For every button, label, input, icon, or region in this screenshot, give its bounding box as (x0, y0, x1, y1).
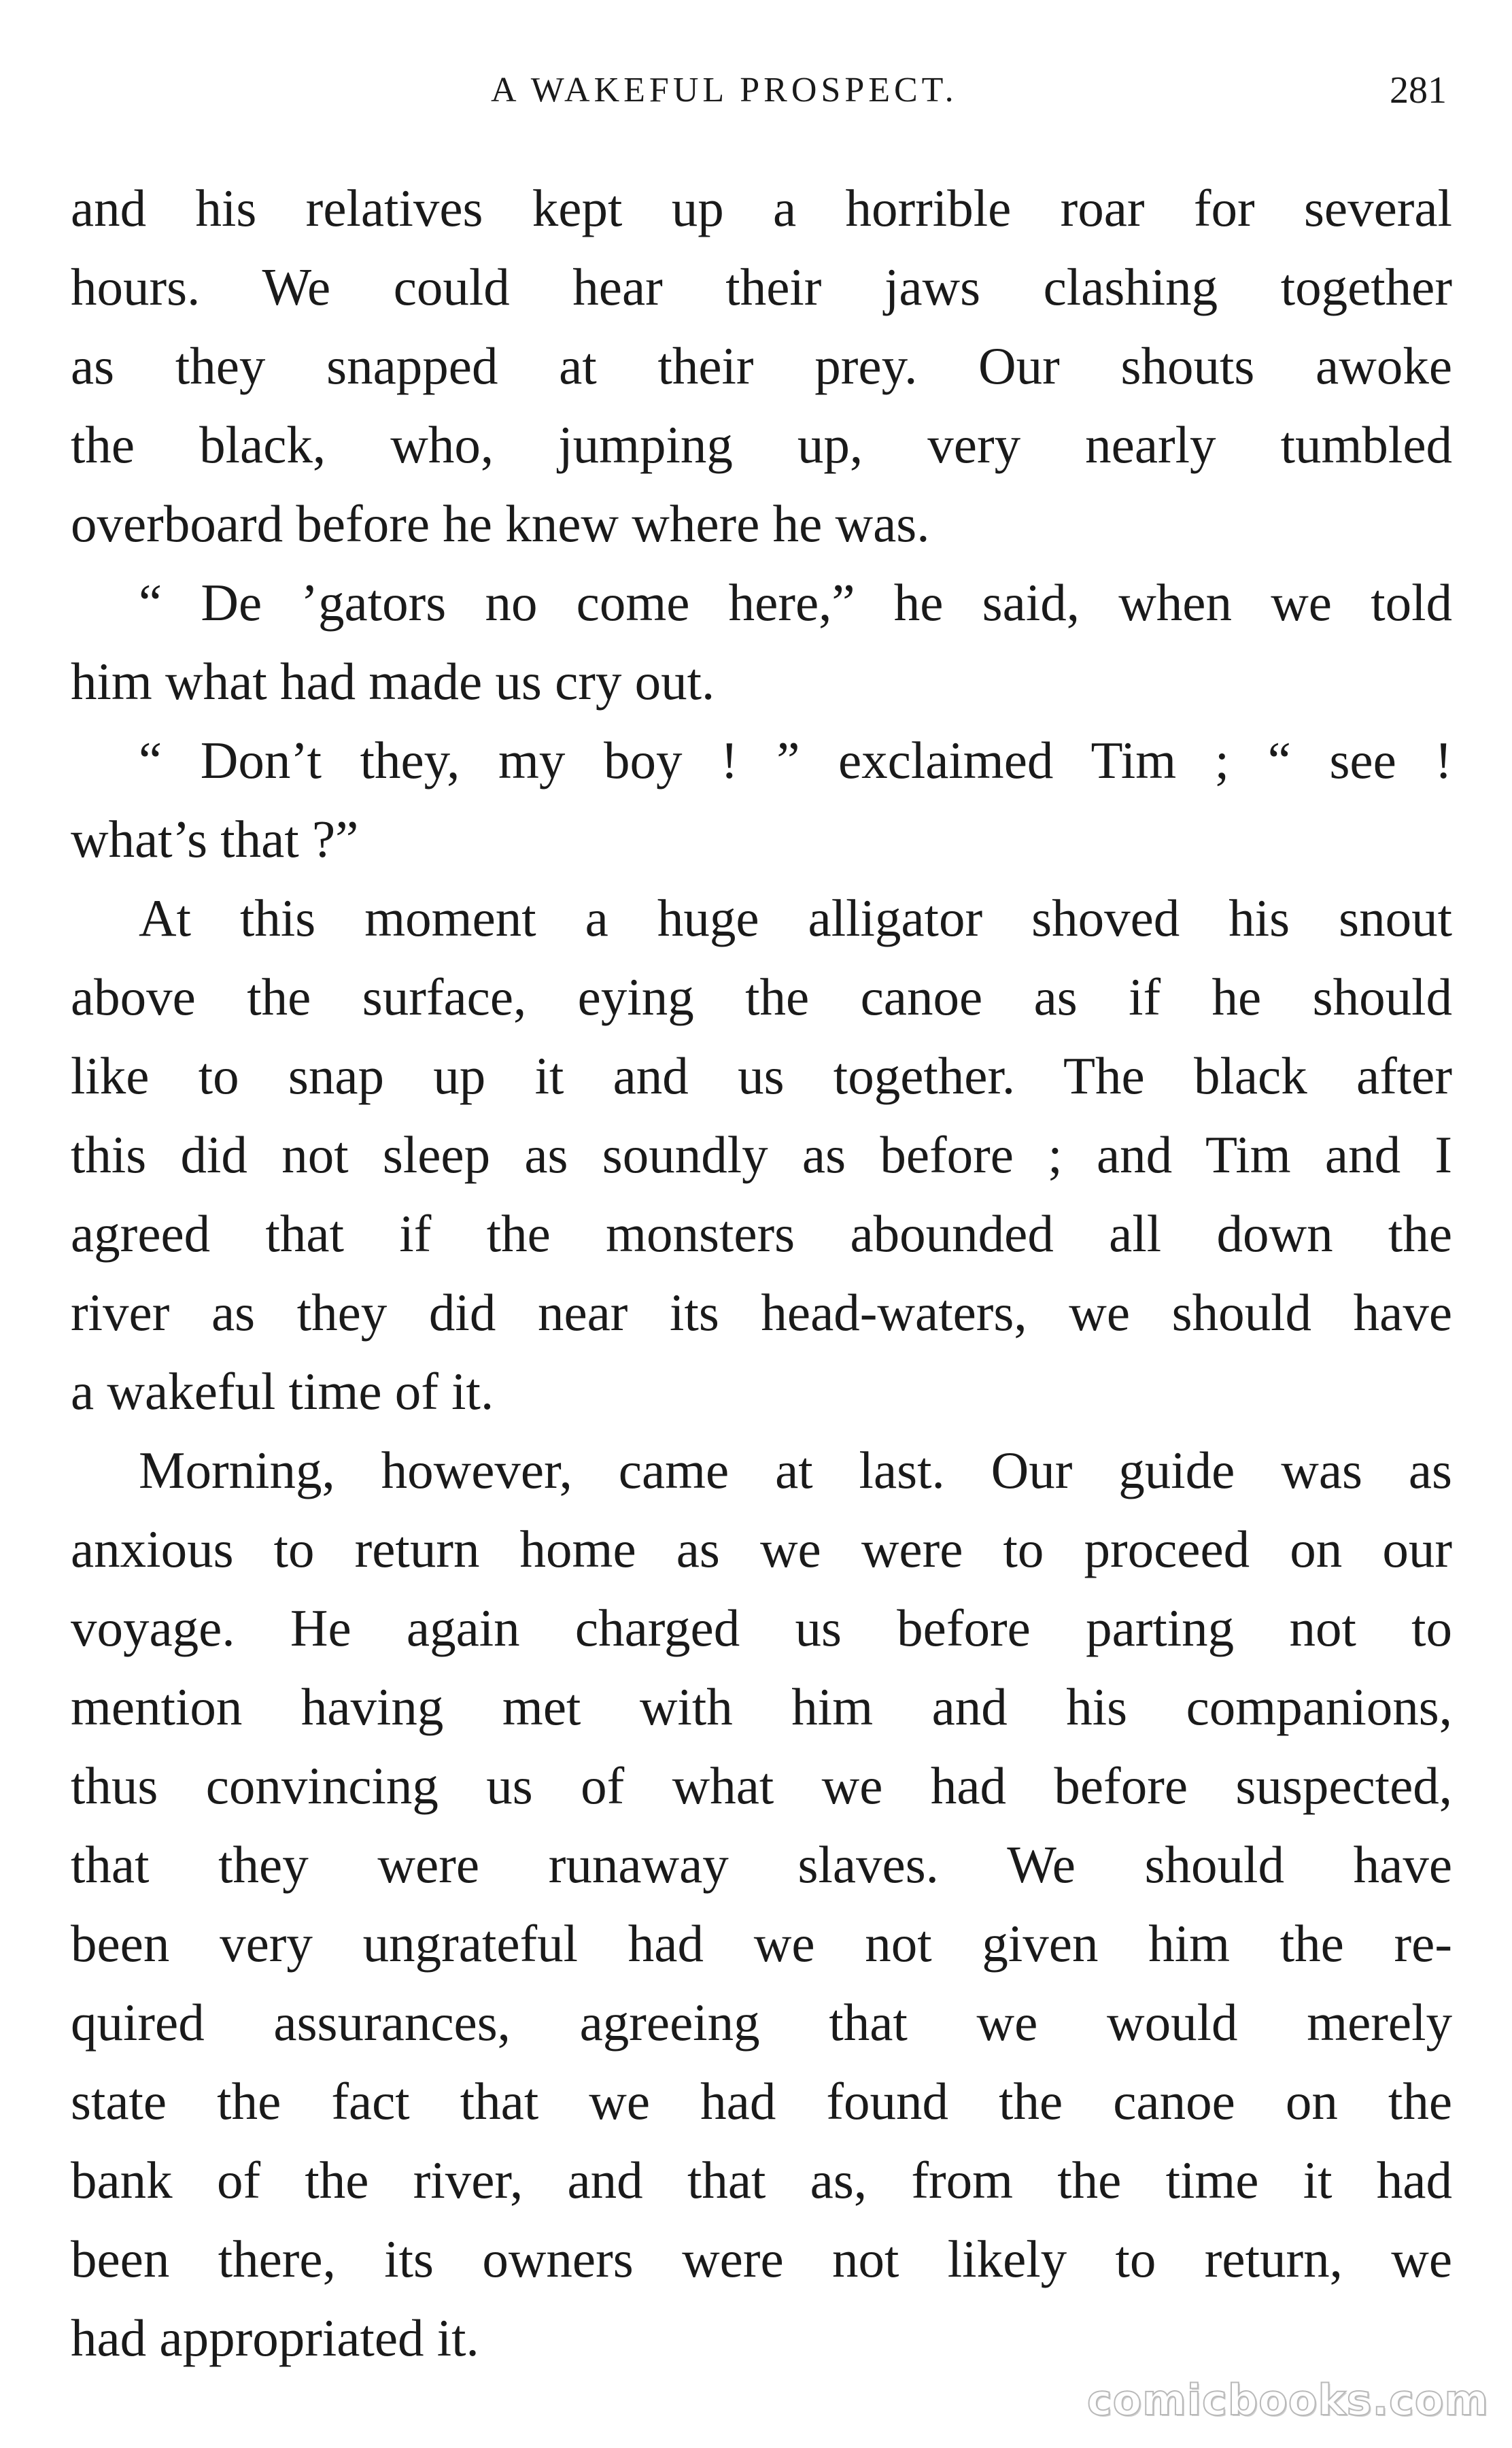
body-text (71, 169, 1452, 2377)
text-line: bank of the river, and that as, from the time it had (71, 2151, 1452, 2209)
text-line: above the surface, eying the canoe as if he should (71, 968, 1452, 1026)
text-line: “ Don’t they, my boy ! ” exclaimed Tim ; “ see ! (139, 731, 1452, 789)
text-line: hours. We could hear their jaws clashing together (71, 258, 1452, 316)
paragraph-4 (71, 879, 1452, 1431)
text-line: “ De ’gators no come here,” he said, when we told (139, 573, 1452, 632)
text-line: been very ungrateful had we not given him the re- (71, 1914, 1452, 1973)
text-line: a wakeful time of it. (71, 1362, 494, 1421)
text-line: agreed that if the monsters abounded all down the (71, 1204, 1452, 1263)
text-line: overboard before he knew where he was. (71, 494, 930, 553)
paragraph-5 (71, 1431, 1452, 2377)
watermark-logo: comicbooks.com (1086, 2375, 1489, 2425)
text-line: river as they did near its head-waters, we should have (71, 1283, 1452, 1342)
text-line: and his relatives kept up a horrible roar for several (71, 179, 1452, 237)
text-line: as they snapped at their prey. Our shouts awoke (71, 337, 1452, 395)
text-line: voyage. He again charged us before parting not to (71, 1599, 1452, 1657)
text-line: thus convincing us of what we had before suspected, (71, 1756, 1452, 1815)
paragraph-1 (71, 169, 1452, 563)
text-line: anxious to return home as we were to proceed on our (71, 1520, 1452, 1578)
text-line: state the fact that we had found the canoe on the (71, 2072, 1452, 2130)
text-line: been there, its owners were not likely to return, we (71, 2230, 1452, 2288)
text-line: what’s that ?” (71, 810, 359, 868)
text-line: had appropriated it. (71, 2309, 479, 2367)
page-number: 281 (1390, 69, 1447, 112)
text-line: quired assurances, agreeing that we would merely (71, 1993, 1452, 2052)
text-line: the black, who, jumping up, very nearly tumbled (71, 415, 1452, 474)
text-line: this did not sleep as soundly as before ; and Tim and I (71, 1125, 1452, 1184)
text-line: At this moment a huge alligator shoved his snout (139, 889, 1452, 947)
text-line: that they were runaway slaves. We should have (71, 1835, 1452, 1894)
text-line: mention having met with him and his companions, (71, 1678, 1452, 1736)
text-line: like to snap up it and us together. The black after (71, 1047, 1452, 1105)
paragraph-2 (71, 563, 1452, 721)
text-line: him what had made us cry out. (71, 652, 715, 711)
text-line: Morning, however, came at last. Our guide was as (139, 1441, 1452, 1499)
running-header (0, 60, 1512, 121)
running-title: A WAKEFUL PROSPECT. (491, 71, 958, 109)
paragraph-3 (71, 721, 1452, 879)
